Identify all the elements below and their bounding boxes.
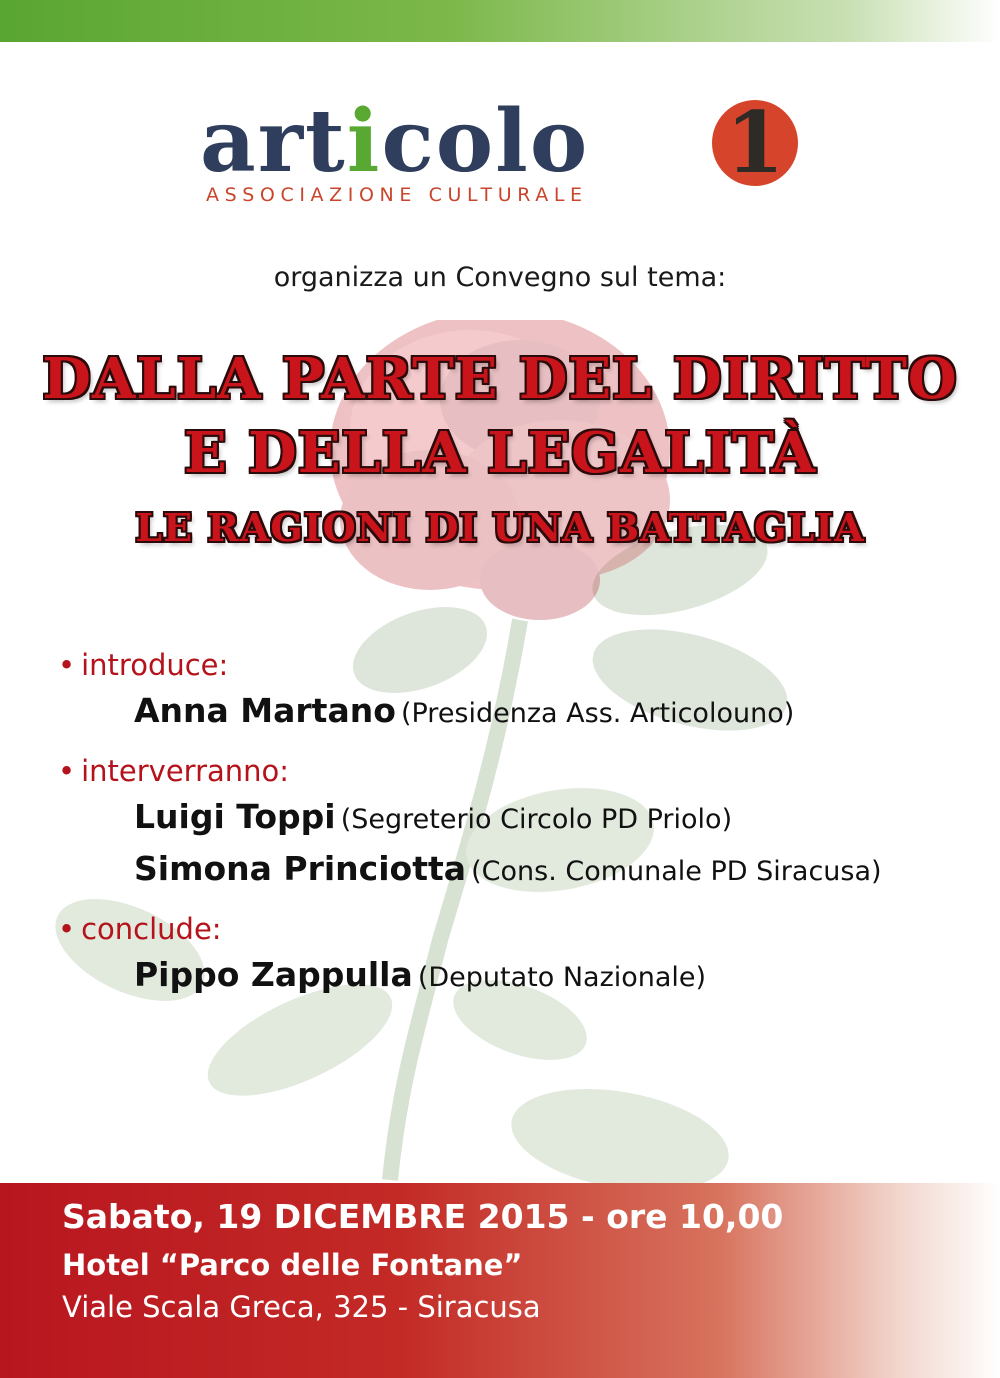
title-line-2: E DELLA LEGALITÀ: [183, 420, 817, 486]
role-interverranno: [58, 751, 958, 791]
speaker-row: [134, 685, 958, 737]
bullet: •: [58, 754, 76, 788]
role-label: interverranno:: [81, 754, 290, 788]
speaker-desc: (Cons. Comunale PD Siracusa): [471, 856, 882, 887]
title-line-1: DALLA PARTE DEL DIRITTO: [42, 346, 958, 412]
bullet: •: [58, 912, 76, 946]
speaker-desc: (Segreterio Circolo PD Priolo): [340, 804, 733, 835]
speaker-name: Luigi Toppi: [134, 797, 336, 836]
role-label: introduce:: [81, 648, 229, 682]
program-list: [58, 645, 958, 1001]
speaker-name: Simona Princiotta: [134, 849, 467, 888]
role-conclude: [58, 909, 958, 949]
logo-word-suffix: colo: [381, 91, 590, 192]
speaker-desc: (Presidenza Ass. Articolouno): [400, 698, 795, 729]
speaker-row: [134, 949, 958, 1001]
event-address: Viale Scala Greca, 325 - Siracusa: [62, 1290, 541, 1324]
logo-number-badge: 1: [712, 100, 798, 186]
logo-word-accent: i: [346, 91, 382, 192]
intro-text: organizza un Convegno sul tema:: [273, 262, 727, 293]
articolo1-logo: [200, 92, 800, 212]
speaker-row: [134, 843, 958, 895]
role-label: conclude:: [81, 912, 222, 946]
logo-wordmark: [200, 92, 589, 192]
speaker-desc: (Deputato Nazionale): [417, 962, 707, 993]
event-date: Sabato, 19 DICEMBRE 2015 - ore 10,00: [62, 1197, 784, 1236]
top-green-band: [0, 0, 1000, 42]
logo-subtitle: ASSOCIAZIONE CULTURALE: [206, 184, 588, 206]
logo-word-prefix: art: [200, 91, 347, 192]
event-venue: Hotel “Parco delle Fontane”: [62, 1248, 523, 1282]
role-introduce: [58, 645, 958, 685]
bullet: •: [58, 648, 76, 682]
speaker-name: Pippo Zappulla: [134, 955, 413, 994]
speaker-name: Anna Martano: [134, 691, 396, 730]
title-subtitle: LE RAGIONI DI UNA BATTAGLIA: [135, 505, 865, 550]
speaker-row: [134, 791, 958, 843]
